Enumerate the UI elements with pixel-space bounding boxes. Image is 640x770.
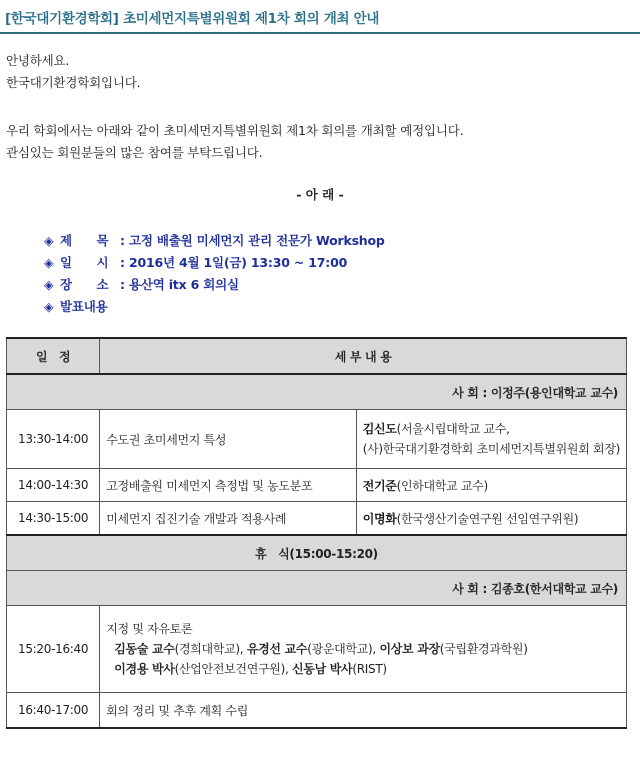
- notice-header: [0, 0, 640, 34]
- info-label: 제 목: [60, 233, 109, 248]
- table-header-row: [7, 338, 627, 374]
- panelist-name: 이경용 박사: [114, 662, 175, 676]
- table-row: [7, 469, 627, 502]
- info-label: 장 소: [60, 277, 109, 292]
- panelist-affiliation: (산업안전보건연구원),: [174, 662, 289, 676]
- session-speaker: [356, 502, 626, 536]
- table-row: [7, 502, 627, 536]
- society-line: 한국대기환경학회입니다.: [6, 75, 141, 90]
- chair-label: 사 회 : 이정주(용인대학교 교수): [7, 374, 627, 410]
- table-row: [7, 410, 627, 469]
- column-header-schedule: 일 정: [7, 338, 100, 374]
- panelist-affiliation: (광운대학교),: [307, 642, 376, 656]
- table-row: [7, 606, 627, 693]
- announcement-line: 우리 학회에서는 아래와 같이 초미세먼지특별위원회 제1차 회의를 개최할 예정입니다.: [6, 123, 464, 138]
- meeting-info: [44, 230, 385, 318]
- info-subject: [44, 230, 385, 252]
- session-time: 14:00-14:30: [7, 469, 100, 502]
- info-label: 일 시: [60, 255, 109, 270]
- chair-label: 사 회 : 김종호(한서대학교 교수): [7, 571, 627, 606]
- info-presentations: [44, 296, 385, 318]
- diamond-bullet-icon: ◈: [44, 299, 54, 314]
- greeting-line: 안녕하세요.: [6, 53, 70, 68]
- session-time: 13:30-14:00: [7, 410, 100, 469]
- session-speaker: [356, 410, 626, 469]
- panelist-affiliation: (국립환경과학원): [439, 642, 528, 656]
- diamond-bullet-icon: ◈: [44, 277, 54, 292]
- chair-row: [7, 374, 627, 410]
- notice-title: [한국대기환경학회] 초미세먼지특별위원회 제1차 회의 개최 안내: [5, 11, 380, 27]
- session-topic: 고정배출원 미세먼지 측정법 및 농도분포: [100, 469, 356, 502]
- session-topic: 수도권 초미세먼지 특성: [100, 410, 356, 469]
- speaker-name: 전기준: [362, 478, 397, 493]
- break-label: 휴 식(15:00-15:20): [7, 535, 627, 571]
- session-time: 15:20-16:40: [7, 606, 100, 693]
- info-label: 발표내용: [60, 299, 108, 314]
- session-topic: 회의 정리 및 추후 계획 수립: [100, 693, 627, 729]
- diamond-bullet-icon: ◈: [44, 233, 54, 248]
- panelist-affiliation: (RIST): [352, 662, 387, 676]
- speaker-name: 김신도: [362, 422, 397, 436]
- session-time: 14:30-15:00: [7, 502, 100, 536]
- session-speaker: [356, 469, 626, 502]
- panelist-name: 신동남 박사: [292, 662, 353, 676]
- panelist-line: [106, 659, 620, 679]
- session-time: 16:40-17:00: [7, 693, 100, 729]
- panelist-line: [106, 639, 620, 659]
- panelist-affiliation: (경희대학교),: [174, 642, 244, 656]
- info-datetime: [44, 252, 385, 274]
- discussion-content: [100, 606, 627, 693]
- schedule-table: [6, 337, 627, 729]
- speaker-affiliation-2: (사)한국대기환경학회 초미세먼지특별위원회 회장): [362, 442, 620, 456]
- notice-label: - 아 래 -: [296, 187, 344, 202]
- speaker-affiliation: (인하대학교 교수): [396, 478, 488, 493]
- speaker-affiliation: (한국생산기술연구원 선임연구위원): [396, 511, 579, 526]
- break-row: [7, 535, 627, 571]
- request-line: 관심있는 회원분들의 많은 참여를 부탁드립니다.: [6, 145, 263, 160]
- table-row: [7, 693, 627, 729]
- panelist-name: 김동술 교수: [114, 642, 175, 656]
- session-topic: 미세먼지 집진기술 개발과 적용사례: [100, 502, 356, 536]
- info-location: [44, 274, 385, 296]
- discussion-title: 지정 및 자유토론: [106, 622, 193, 636]
- diamond-bullet-icon: ◈: [44, 255, 54, 270]
- info-value: : 고정 배출원 미세먼지 관리 전문가 Workshop: [120, 233, 385, 248]
- info-value: : 용산역 itx 6 회의실: [120, 277, 239, 292]
- panelist-name: 유경선 교수: [246, 642, 308, 656]
- chair-row: [7, 571, 627, 606]
- panelist-name: 이상보 과장: [379, 642, 440, 656]
- speaker-affiliation: (서울시립대학교 교수,: [396, 422, 510, 436]
- column-header-details: 세 부 내 용: [100, 338, 627, 374]
- speaker-name: 이명화: [362, 511, 397, 526]
- info-value: : 2016년 4월 1일(금) 13:30 ~ 17:00: [120, 255, 348, 270]
